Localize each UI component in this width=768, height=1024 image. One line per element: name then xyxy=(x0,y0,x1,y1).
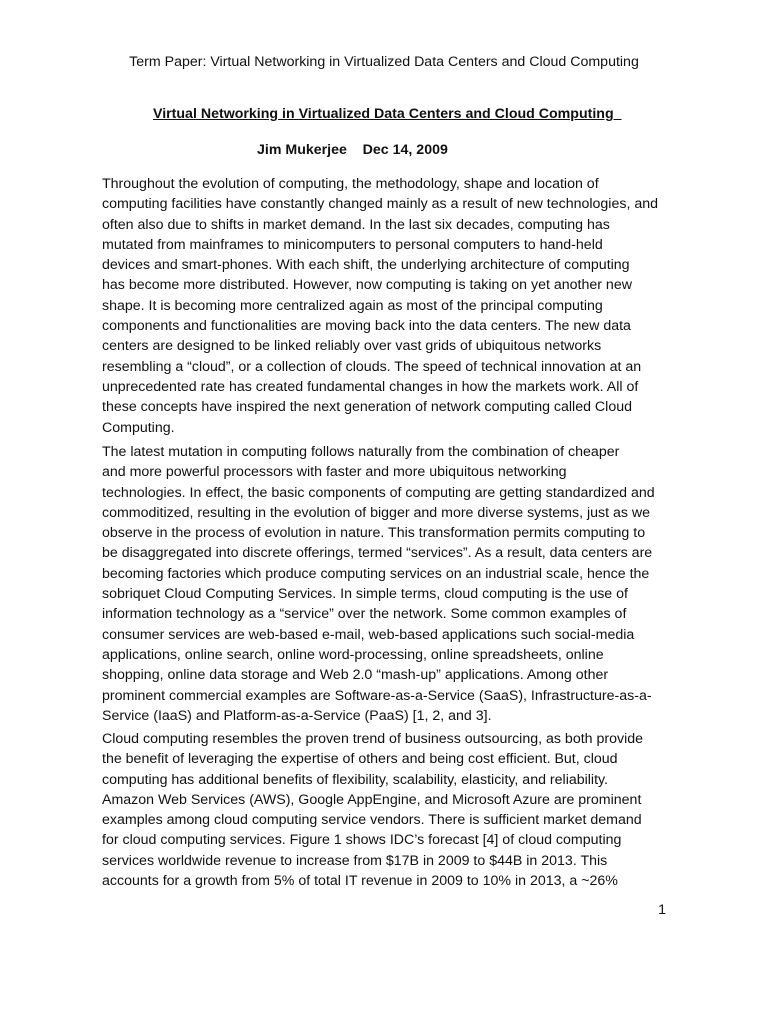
text-line: Service (IaaS) and Platform-as-a-Service (PaaS) [1, 2, and 3]. xyxy=(102,707,492,724)
text-line: the benefit of leveraging the expertise of others and being cost efficient. But, cloud xyxy=(102,751,618,768)
author-date-line: Jim Mukerjee Dec 14, 2009 xyxy=(257,142,448,158)
text-line: The latest mutation in computing follows naturally from the combination of cheaper xyxy=(102,444,620,460)
text-line: these concepts have inspired the next generation of network computing called Cloud xyxy=(102,399,632,416)
text-line: observe in the process of evolution in nature. This transformation permits computing to xyxy=(102,525,646,542)
document-title: Virtual Networking in Virtualized Data Centers and Cloud Computing xyxy=(153,106,622,122)
page-number: 1 xyxy=(658,902,666,918)
running-header: Term Paper: Virtual Networking in Virtualized Data Centers and Cloud Computing xyxy=(129,54,639,70)
text-line: services worldwide revenue to increase from $17B in 2009 to $44B in 2013. This xyxy=(102,852,608,869)
text-line: be disaggregated into discrete offerings, termed “services”. As a result, data centers are xyxy=(102,545,653,562)
text-line: unprecedented rate has created fundamental changes in how the markets work. All of xyxy=(102,378,639,395)
text-line: consumer services are web-based e-mail, web-based applications such social-media xyxy=(102,626,635,643)
text-line: Computing. xyxy=(102,419,175,436)
text-line: resembling a “cloud”, or a collection of clouds. The speed of technical innovation at an xyxy=(102,358,642,375)
text-line: and more powerful processors with faster and more ubiquitous networking xyxy=(102,464,567,481)
text-line: examples among cloud computing service vendors. There is sufficient market demand xyxy=(102,812,642,829)
text-line: technologies. In effect, the basic components of computing are getting standardized and xyxy=(102,484,655,501)
text-line: shopping, online data storage and Web 2.0 “mash-up” applications. Among other xyxy=(102,667,609,684)
text-line: prominent commercial examples are Software-as-a-Service (SaaS), Infrastructure-as-a- xyxy=(102,687,652,704)
text-line: computing has additional benefits of flexibility, scalability, elasticity, and reliability. xyxy=(102,771,609,788)
text-line: shape. It is becoming more centralized again as most of the principal computing xyxy=(102,297,603,314)
text-line: information technology as a “service” over the network. Some common examples of xyxy=(102,606,627,623)
text-line: commoditized, resulting in the evolution of bigger and more diverse systems, just as we xyxy=(102,504,651,521)
text-line: mutated from mainframes to minicomputers to personal computers to hand-held xyxy=(102,236,603,253)
text-line: sobriquet Cloud Computing Services. In simple terms, cloud computing is the use of xyxy=(102,586,628,603)
text-line: has become more distributed. However, now computing is taking on yet another new xyxy=(102,277,632,294)
text-line: Amazon Web Services (AWS), Google AppEngine, and Microsoft Azure are prominent xyxy=(102,791,642,808)
text-line: often also due to shifts in market demand. In the last six decades, computing has xyxy=(102,216,610,233)
paragraph-2 xyxy=(102,442,682,726)
text-line: Throughout the evolution of computing, the methodology, shape and location of xyxy=(102,176,599,192)
text-line: computing facilities have constantly changed mainly as a result of new technologies, and xyxy=(102,196,659,213)
paragraph-3 xyxy=(102,729,682,891)
text-line: centers are designed to be linked reliably over vast grids of ubiquitous networks xyxy=(102,338,602,355)
text-line: becoming factories which produce computing services on an industrial scale, hence the xyxy=(102,565,650,582)
text-line: Cloud computing resembles the proven trend of business outsourcing, as both provide xyxy=(102,731,644,747)
text-line: for cloud computing services. Figure 1 shows IDC’s forecast [4] of cloud computing xyxy=(102,832,622,849)
text-line: accounts for a growth from 5% of total IT revenue in 2009 to 10% in 2013, a ~26% xyxy=(102,873,618,890)
text-line: applications, online search, online word-processing, online spreadsheets, online xyxy=(102,646,604,663)
text-line: devices and smart-phones. With each shift, the underlying architecture of computing xyxy=(102,257,630,274)
text-line: components and functionalities are moving back into the data centers. The new data xyxy=(102,318,631,335)
paragraph-1 xyxy=(102,174,682,438)
